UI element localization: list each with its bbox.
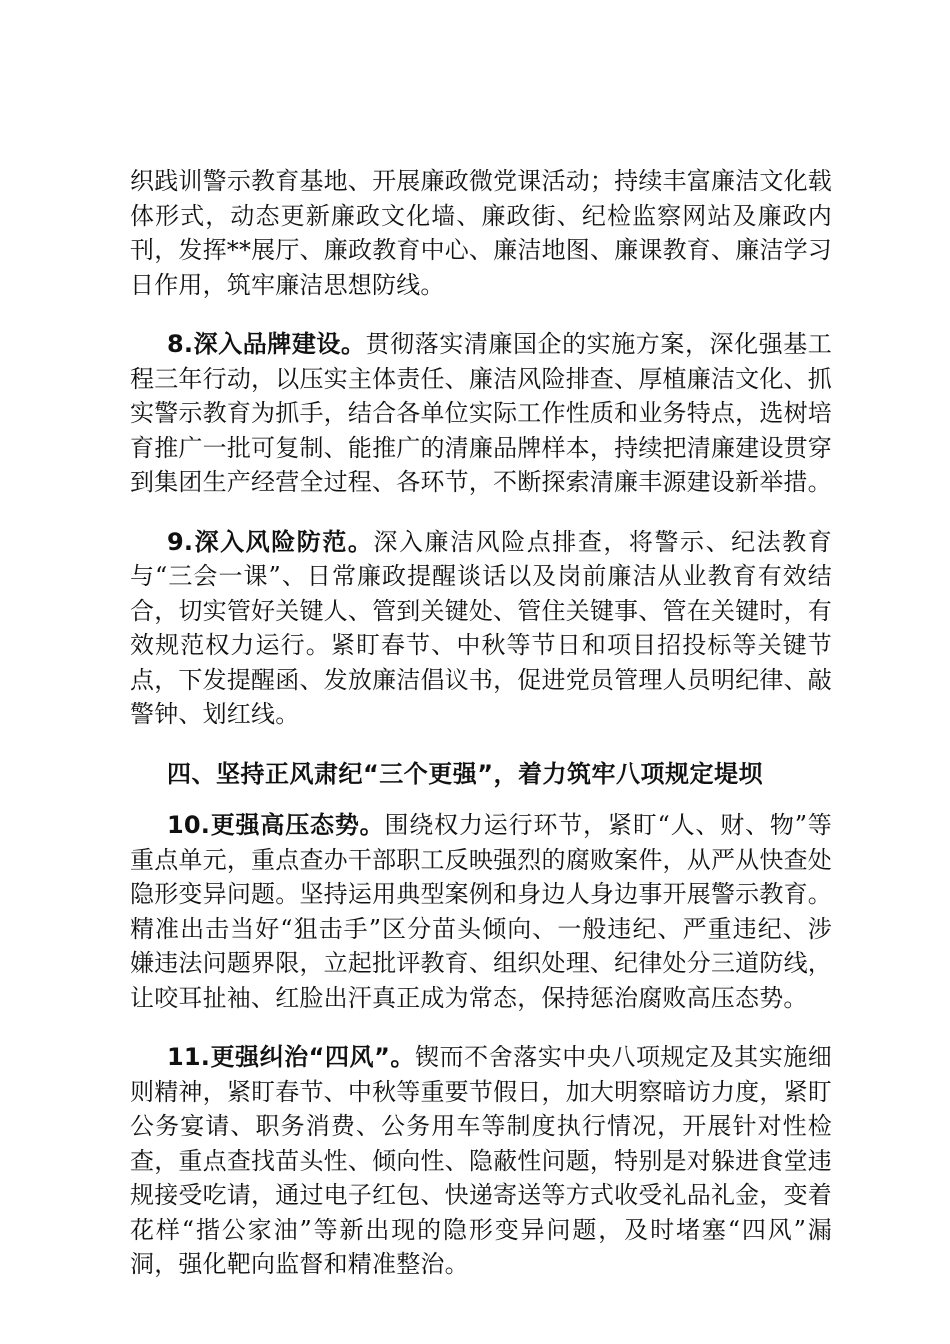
document-body (130, 164, 832, 1307)
paragraph-item-8 (130, 327, 832, 500)
item-11-body: 锲而不舍落实中央八项规定及其实施细则精神，紧盯春节、中秋等重要节假日，加大明察暗访力度，紧盯公务宴请、职务消费、公务用车等制度执行情况，开展针对性检查，重点查找苗头性、倾向性、隐蔽性问题，特别是对躲进食堂违规接受吃请，通过电子红包、快递寄送等方式收受礼品礼金，变着花样“揩公家油”等新出现的隐形变异问题，及时堵塞“四风”漏洞，强化靶向监督和精准整治。 (130, 1043, 832, 1278)
paragraph-item-10 (130, 808, 832, 1015)
item-9-body: 深入廉洁风险点排查，将警示、纪法教育与“三会一课”、日常廉政提醒谈话以及岗前廉洁从业教育有效结合，切实管好关键人、管到关键处、管住关键事、管在关键时，有效规范权力运行。紧盯春节、中秋等节日和项目招投标等关键节点，下发提醒函、发放廉洁倡议书，促进党员管理人员明纪律、敲警钟、划红线。 (130, 527, 832, 728)
item-10-body: 围绕权力运行环节，紧盯“人、财、物”等重点单元，重点查办干部职工反映强烈的腐败案件，从严从快查处隐形变异问题。坚持运用典型案例和身边人身边事开展警示教育。精准出击当好“狙击手”区分苗头倾向、一般违纪、严重违纪、涉嫌违法问题界限，立起批评教育、组织处理、纪律处分三道防线，让咬耳扯袖、红脸出汗真正成为常态，保持惩治腐败高压态势。 (130, 811, 832, 1012)
item-8-body: 贯彻落实清廉国企的实施方案，深化强基工程三年行动，以压实主体责任、廉洁风险排查、厚植廉洁文化、抓实警示教育为抓手，结合各单位实际工作性质和业务特点，选树培育推广一批可复制、能推广的清廉品牌样本，持续把清廉建设贯穿到集团生产经营全过程、各环节，不断探索清廉丰源建设新举措。 (130, 330, 832, 496)
item-9-lead: 9.深入风险防范。 (167, 527, 374, 556)
item-10-lead: 10.更强高压态势。 (167, 811, 385, 839)
section-4-heading: 四、坚持正风肃纪“三个更强”，着力筑牢八项规定堤坝 (167, 759, 764, 788)
paragraph-item-11 (130, 1040, 832, 1282)
item-11-lead: 11.更强纠治“四风”。 (167, 1043, 415, 1071)
paragraph-item-9 (130, 525, 832, 732)
paragraph-continuation: 织践训警示教育基地、开展廉政微党课活动；持续丰富廉洁文化载体形式，动态更新廉政文化墙、廉政街、纪检监察网站及廉政内刊，发挥**展厅、廉政教育中心、廉洁地图、廉课教育、廉洁学习日作用，筑牢廉洁思想防线。 (130, 167, 832, 299)
item-8-lead: 8.深入品牌建设。 (167, 330, 366, 358)
